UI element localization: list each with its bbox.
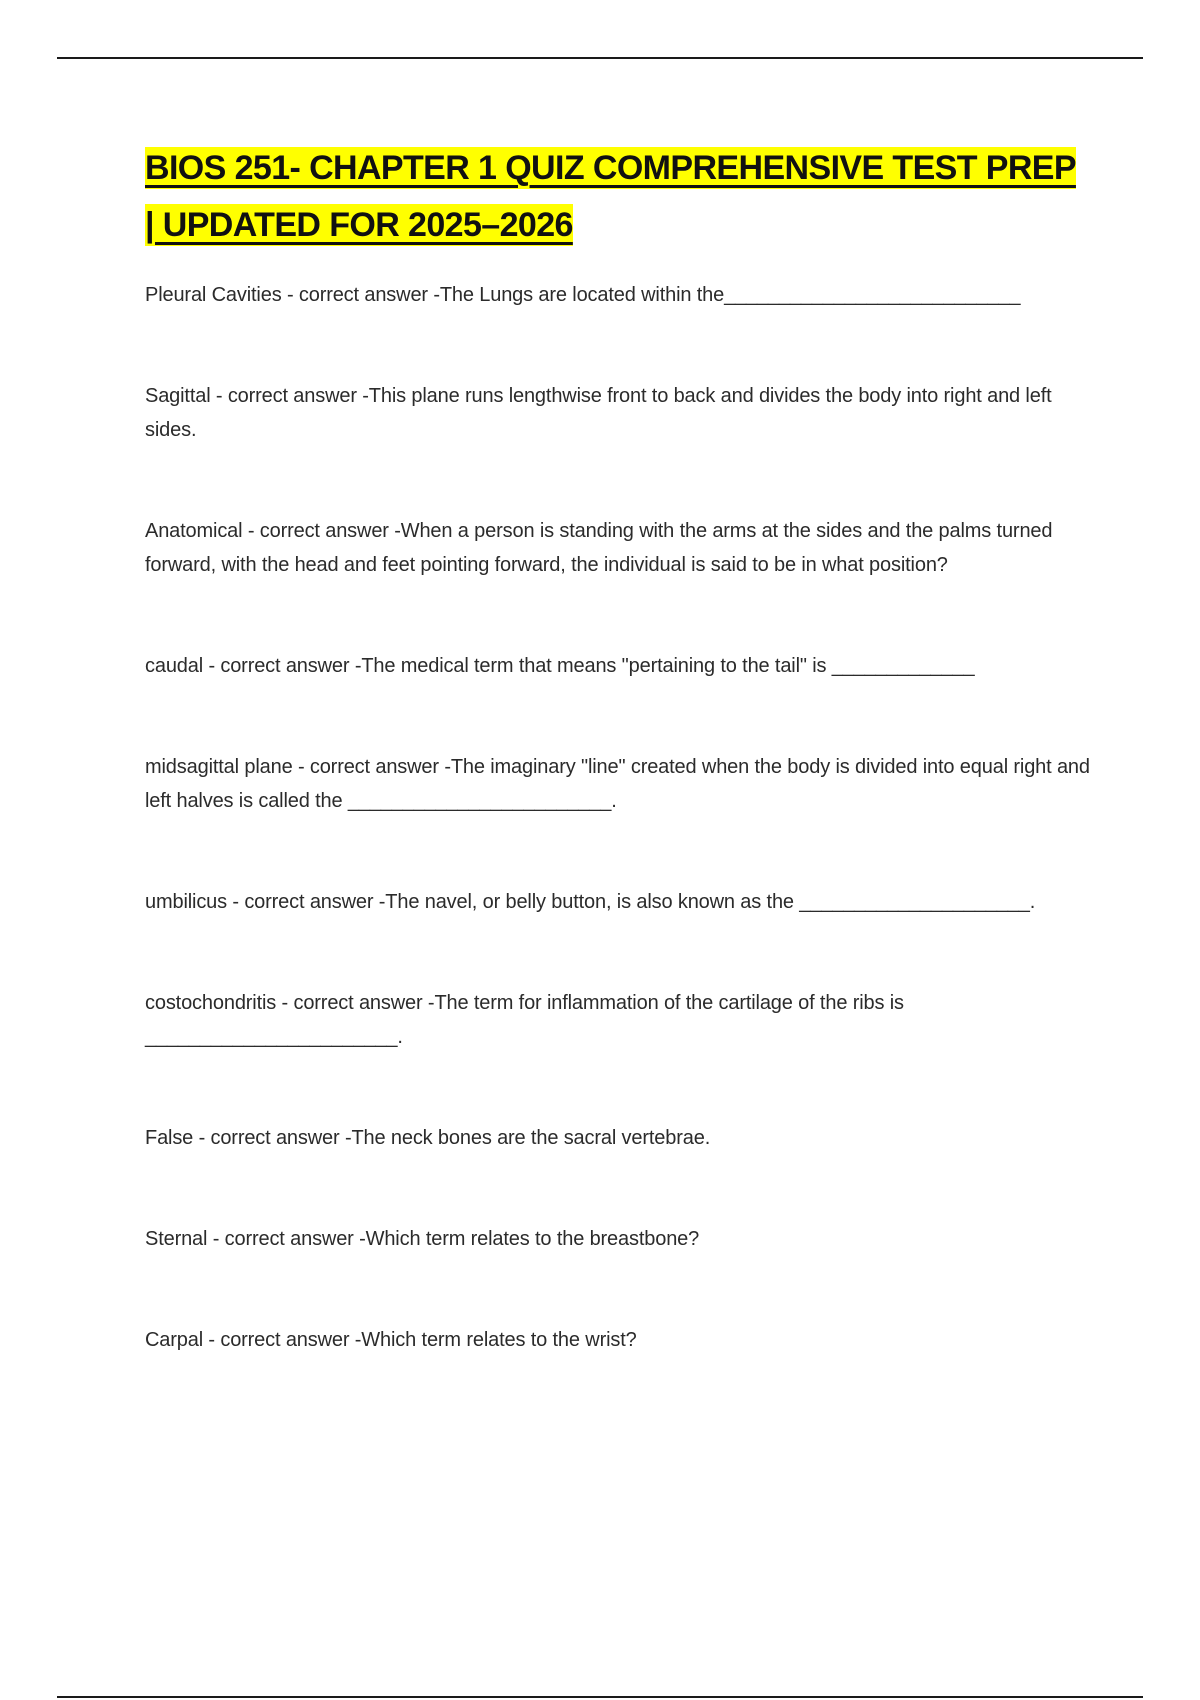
qa-item-umbilicus: umbilicus - correct answer -The navel, or belly button, is also known as the _____________________. <box>145 891 1036 913</box>
document-title-text: BIOS 251- CHAPTER 1 QUIZ COMPREHENSIVE TEST PREP | UPDATED FOR 2025–2026 <box>145 149 1076 244</box>
qa-item-pleural-cavities: Pleural Cavities - correct answer -The Lungs are located within the___________________________ <box>145 284 1021 306</box>
qa-list <box>145 278 1090 1357</box>
qa-item-sternal: Sternal - correct answer -Which term relates to the breastbone? <box>145 1228 700 1250</box>
qa-item-false-neck-bones: False - correct answer -The neck bones are the sacral vertebrae. <box>145 1127 711 1149</box>
document-page <box>145 140 1090 1424</box>
qa-item-midsagittal-plane: midsagittal plane - correct answer -The imaginary "line" created when the body is divided into equal right and left halves is called the ________________________. <box>145 756 1090 812</box>
qa-item-sagittal: Sagittal - correct answer -This plane runs lengthwise front to back and divides the body into right and left sides. <box>145 385 1052 441</box>
qa-item-anatomical: Anatomical - correct answer -When a person is standing with the arms at the sides and the palms turned forward, with the head and feet pointing forward, the individual is said to be in what position? <box>145 520 1053 576</box>
document-title <box>145 140 1090 254</box>
top-rule <box>57 57 1143 59</box>
bottom-rule <box>57 1696 1143 1698</box>
qa-item-costochondritis: costochondritis - correct answer -The term for inflammation of the cartilage of the ribs is _______________________. <box>145 992 904 1048</box>
qa-item-caudal: caudal - correct answer -The medical term that means "pertaining to the tail" is _____________ <box>145 655 975 677</box>
qa-item-carpal: Carpal - correct answer -Which term relates to the wrist? <box>145 1329 637 1351</box>
